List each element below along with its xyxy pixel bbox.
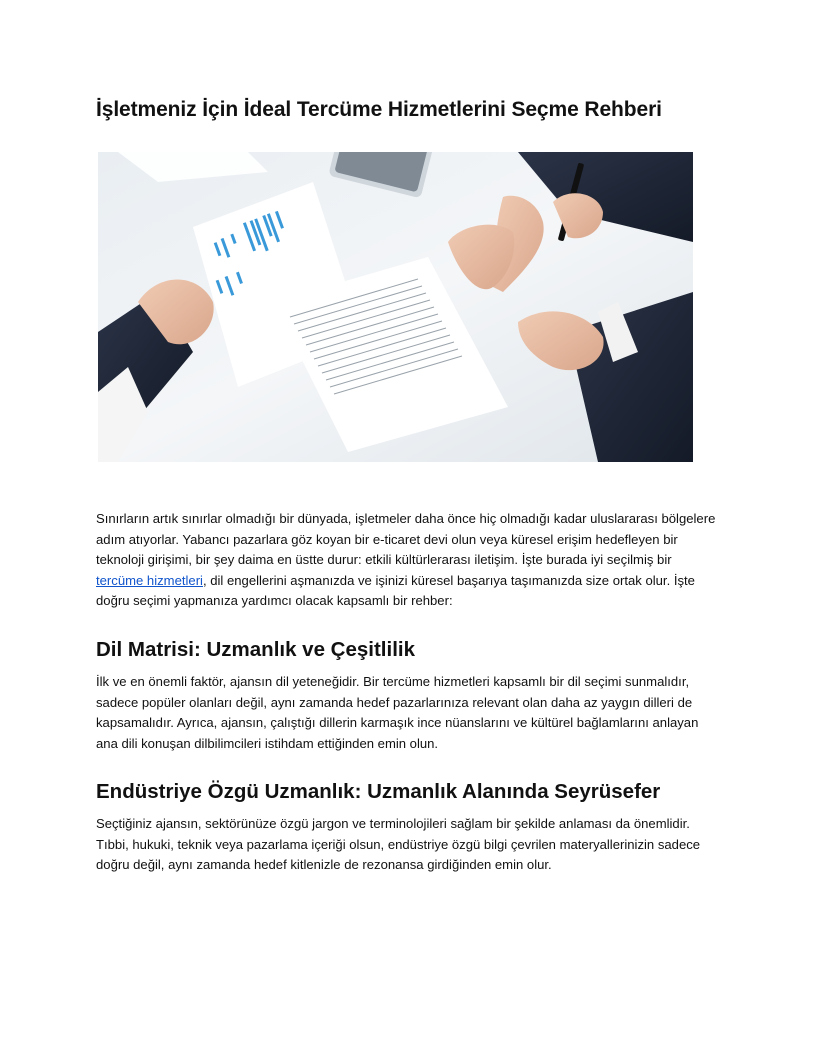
intro-text-after-link: , dil engellerini aşmanızda ve işinizi küresel başarıya taşımanızda size ortak olur. İşte doğru seçimi yapmanıza yardımcı olacak kapsamlı bir rehber: [96, 572, 695, 609]
page-title: İşletmeniz İçin İdeal Tercüme Hizmetlerini Seçme Rehberi [96, 98, 662, 121]
section-heading-industry-expertise: Endüstriye Özgü Uzmanlık: Uzmanlık Alanında Seyrüsefer [96, 780, 661, 803]
section-body-industry-expertise: Seçtiğiniz ajansın, sektörünüze özgü jargon ve terminolojileri sağlam bir şekilde anlaması da önemlidir. Tıbbi, hukuki, teknik veya pazarlama içeriği olsun, endüstriye özgü bilgi çevrilen materyallerinizin sadece doğru değil, aynı zamanda hedef kitlenizle de rezonansa girdiğinden emin olur. [96, 816, 701, 873]
section-heading-language-matrix: Dil Matrisi: Uzmanlık ve Çeşitlilik [96, 638, 415, 661]
translation-services-link[interactable]: tercüme hizmetleri [96, 572, 203, 588]
intro-paragraph [96, 509, 720, 612]
hero-image [98, 152, 693, 462]
intro-text-before-link: Sınırların artık sınırlar olmadığı bir dünyada, işletmeler daha önce hiç olmadığı kadar uluslararası bölgelere adım atıyorlar. Yabancı pazarlara göz koyan bir e-ticaret devi olun veya küresel erişim hedefleyen bir teknoloji girişimi, bir şey daima en üstte durur: etkili kültürlerarası iletişim. İşte burada iyi seçilmiş bir [96, 511, 716, 568]
section-body-language-matrix: İlk ve en önemli faktör, ajansın dil yeteneğidir. Bir tercüme hizmetleri kapsamlı bir dil seçimi sunmalıdır, sadece popüler olanları değil, aynı zamanda hedef pazarlarınıza relevant olan daha az yaygın dilleri de kapsamalıdır. Ayrıca, ajansın, çalıştığı dillerin karmaşık ince nüanslarını ve kültürel bağlamlarını anlayan ana dili konuşan dilbilimcileri istihdam ettiğinden emin olun. [96, 674, 699, 751]
